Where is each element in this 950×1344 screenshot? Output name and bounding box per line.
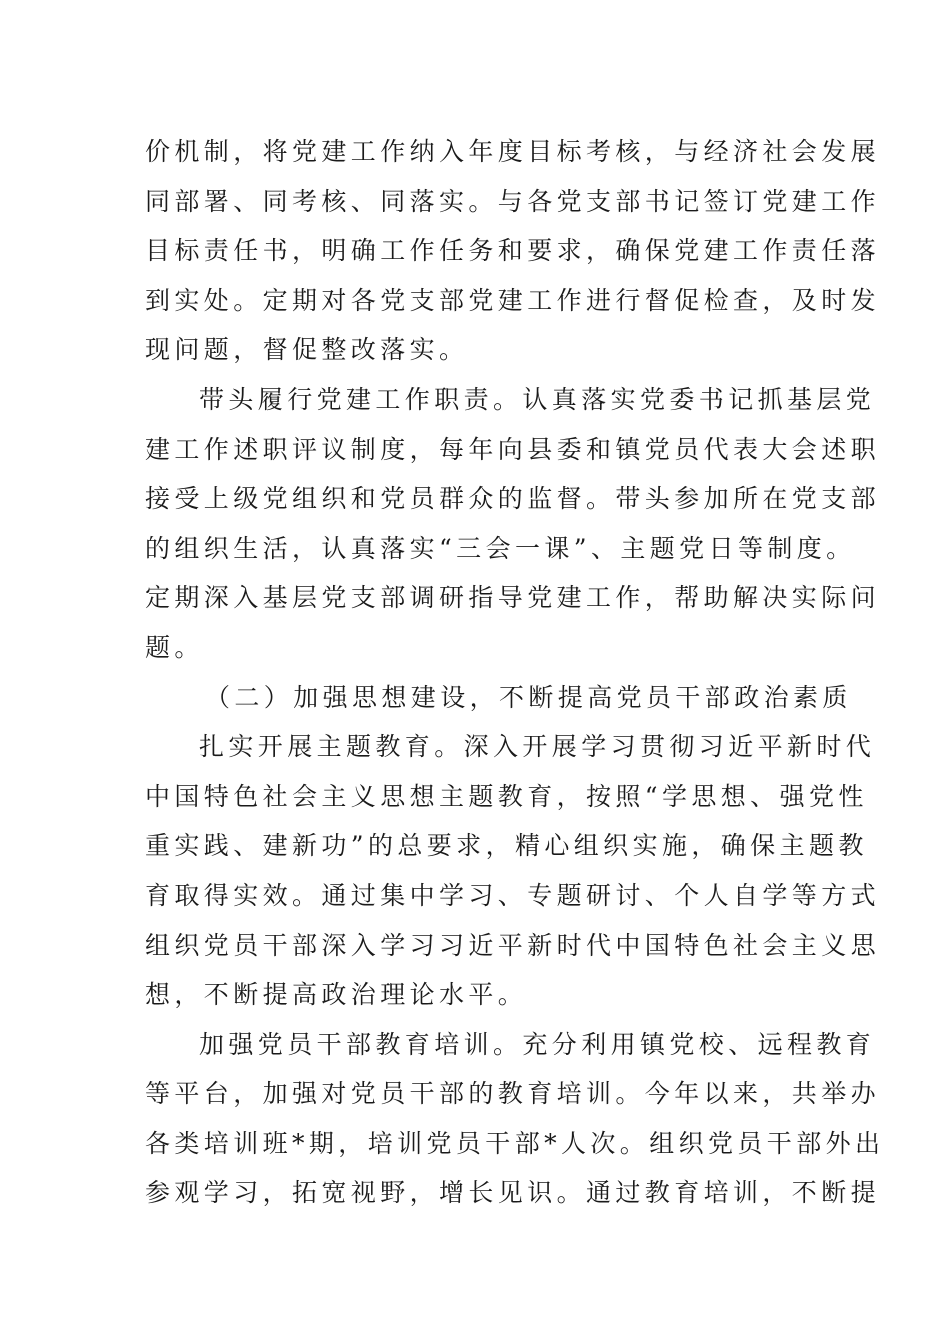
text-line: 接受上级党组织和党员群众的监督。带头参加所在党支部 [145, 484, 881, 514]
paragraph-4 [145, 1020, 885, 1218]
text-line: 同部署、同考核、同落实。与各党支部书记签订党建工作 [145, 186, 881, 216]
text-line: 题。 [145, 632, 204, 662]
text-line: 定期深入基层党支部调研指导党建工作，帮助解决实际问 [145, 583, 881, 613]
text-line: 价机制，将党建工作纳入年度目标考核，与经济社会发展 [145, 137, 881, 166]
section-heading [145, 673, 852, 723]
text-line: 目标责任书，明确工作任务和要求，确保党建工作责任落 [145, 236, 881, 266]
text-line: 的组织生活，认真落实“三会一课”、主题党日等制度。 [145, 533, 856, 563]
body-text [145, 127, 885, 1218]
text-line: 建工作述职评议制度，每年向县委和镇党员代表大会述职 [145, 434, 881, 464]
text-line: 组织党员干部深入学习习近平新时代中国特色社会主义思 [145, 930, 881, 960]
text-line: 想，不断提高政治理论水平。 [145, 980, 528, 1010]
text-line: 重实践、建新功”的总要求，精心组织实施，确保主题教 [145, 831, 868, 861]
paragraph-1 [145, 127, 881, 375]
paragraph-2 [145, 375, 881, 673]
paragraph-3 [145, 722, 881, 1020]
text-line: 带头履行党建工作职责。认真落实党委书记抓基层党 [199, 384, 876, 414]
text-line: 各类培训班*期，培训党员干部*人次。组织党员干部外出 [145, 1128, 885, 1158]
text-line: 加强党员干部教育培训。充分利用镇党校、远程教育 [199, 1029, 876, 1059]
text-line: 扎实开展主题教育。深入开展学习贯彻习近平新时代 [199, 732, 876, 762]
text-line: 现问题，督促整改落实。 [145, 335, 469, 365]
text-line: 等平台，加强对党员干部的教育培训。今年以来，共举办 [145, 1079, 881, 1109]
heading-line: （二）加强思想建设，不断提高党员干部政治素质 [205, 682, 852, 712]
text-line: 育取得实效。通过集中学习、专题研讨、个人自学等方式 [145, 880, 881, 910]
text-line: 中国特色社会主义思想主题教育，按照“学思想、强党性 [145, 781, 868, 811]
text-line: 到实处。定期对各党支部党建工作进行督促检查，及时发 [145, 285, 881, 315]
text-line: 参观学习，拓宽视野，增长见识。通过教育培训，不断提 [145, 1178, 881, 1208]
